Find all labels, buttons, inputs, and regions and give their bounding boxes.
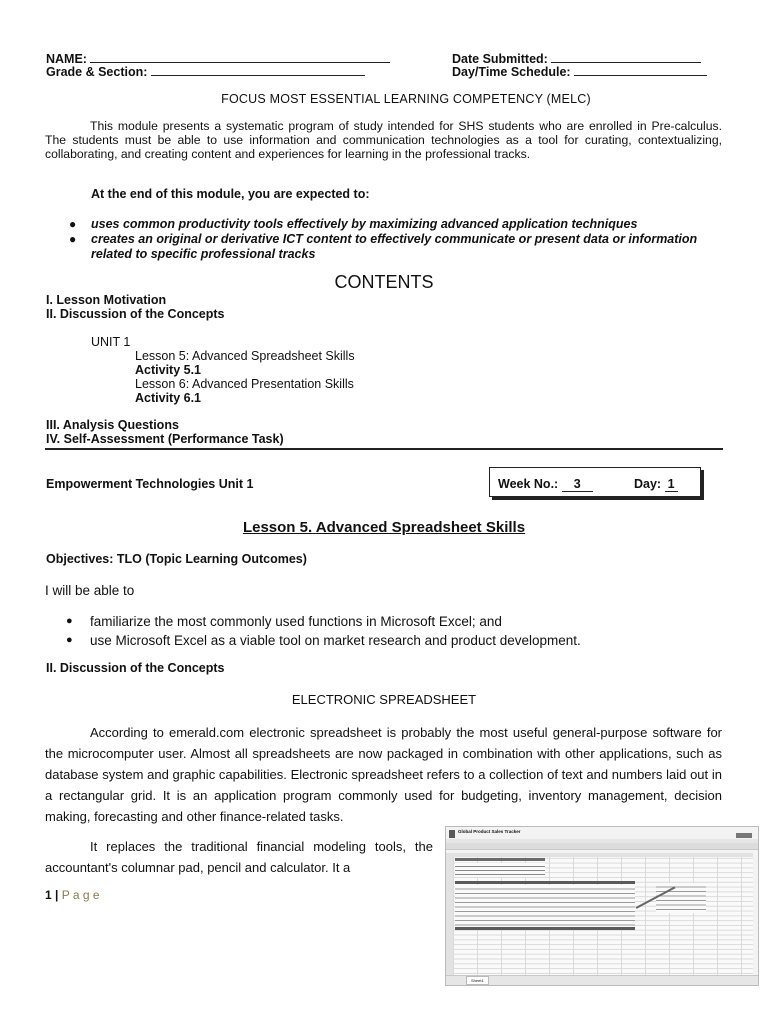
grade-label: Grade & Section: [46, 65, 148, 79]
date-blank[interactable] [551, 52, 701, 63]
sheet-title: Global Product Sales Tracker [458, 829, 521, 834]
grade-blank[interactable] [151, 65, 365, 76]
lesson-title-prefix: Lesson 5. [242, 519, 313, 536]
toc-item: I. Lesson Motivation [46, 293, 167, 307]
lesson-title [0, 519, 768, 536]
name-blank[interactable] [90, 52, 390, 63]
page-word: P a g e [61, 888, 100, 902]
schedule-label: Day/Time Schedule: [452, 65, 571, 79]
paragraph: It replaces the traditional financial modeling tools, the accountant's columnar pad, pencil and calculator. It a [45, 839, 433, 875]
week-day-box [489, 467, 701, 497]
sheet-row-header [446, 853, 453, 975]
bullet-icon: ● [66, 615, 73, 627]
toc-item: IV. Self-Assessment (Performance Task) [46, 432, 284, 446]
spreadsheet-screenshot [445, 826, 759, 986]
sheet-summary-block [455, 863, 545, 877]
expect-heading: At the end of this module, you are expected to: [91, 187, 370, 201]
sheet-tab[interactable]: Sheet1 [466, 976, 489, 985]
section-divider [45, 448, 723, 450]
day-value: 1 [665, 477, 678, 492]
able-text: I will be able to [45, 583, 135, 598]
date-submitted-field [452, 52, 701, 66]
sheet-header-row [455, 858, 545, 861]
unit-label: Empowerment Technologies Unit 1 [46, 477, 254, 491]
week-value: 3 [562, 477, 593, 492]
melc-intro: This module presents a systematic program of study intended for SHS students who are enrolled in Pre-calculus. The students must be able to use information and communication technologies as a tool for curating, contextualizing, collaborating, and creating content and experiences for learning in the professional tracks. [45, 119, 722, 161]
toc-lesson: Lesson 6: Advanced Presentation Skills [135, 377, 354, 391]
sheet-toolbar [446, 843, 758, 850]
week-label: Week No.: [498, 477, 559, 491]
date-label: Date Submitted: [452, 52, 548, 66]
day-label: Day: [634, 477, 662, 491]
objectives-heading: Objectives: TLO (Topic Learning Outcomes) [46, 552, 307, 566]
sheet-app-icon [449, 830, 455, 838]
objective-bullet: ● familiarize the most commonly used functions in Microsoft Excel; and [66, 614, 502, 629]
name-field [46, 52, 390, 66]
paragraph: According to emerald.com electronic spreadsheet is probably the most useful general-purpose software for the microcomputer user. Almost all spreadsheets are now packaged in combination with other applications, such as database system and graphic capabilities. Electronic spreadsheet refers to a collection of text and numbers laid out in a rectangular grid. It is an application program commonly used for budgeting, inventory management, decision making, forecasting and other finance-related tasks. [45, 725, 722, 824]
es-title: ELECTRONIC SPREADSHEET [291, 692, 477, 707]
contents-title: CONTENTS [334, 272, 434, 292]
sheet-totals-row [455, 927, 635, 930]
objective-bullet: ● use Microsoft Excel as a viable tool on market research and product development. [66, 633, 581, 648]
sheet-share-button [736, 833, 752, 838]
toc-activity: Activity 6.1 [135, 391, 202, 405]
toc-activity: Activity 5.1 [135, 363, 202, 377]
name-label: NAME: [46, 52, 87, 66]
discussion-heading: II. Discussion of the Concepts [46, 661, 225, 675]
schedule-field [452, 65, 707, 79]
toc-unit: UNIT 1 [91, 335, 131, 349]
melc-bullet: ● uses common productivity tools effectively by maximizing advanced application techniques [69, 217, 638, 231]
sheet-table-header [455, 881, 635, 884]
sheet-side-table [656, 883, 706, 913]
melc-bullet: ● creates an original or derivative ICT content to effectively communicate or present data or information related to specific professional tracks [69, 232, 698, 261]
sheet-column-header [453, 853, 753, 857]
melc-title: FOCUS MOST ESSENTIAL LEARNING COMPETENCY (MELC) [221, 92, 591, 106]
lesson-title-main: Advanced Spreadsheet Skills [315, 519, 526, 536]
sheet-table-body [455, 885, 635, 927]
page-footer [45, 888, 100, 902]
schedule-blank[interactable] [574, 65, 707, 76]
toc-item: II. Discussion of the Concepts [46, 307, 225, 321]
bullet-icon: ● [66, 634, 73, 646]
bullet-icon: ● [69, 232, 77, 246]
toc-item: III. Analysis Questions [46, 418, 179, 432]
bullet-icon: ● [69, 217, 77, 231]
page-number: 1 [45, 888, 52, 902]
toc-lesson: Lesson 5: Advanced Spreadsheet Skills [135, 349, 355, 363]
sheet-footer-bar [446, 975, 758, 986]
grade-section-field [46, 65, 365, 79]
page-separator: | [55, 888, 59, 902]
